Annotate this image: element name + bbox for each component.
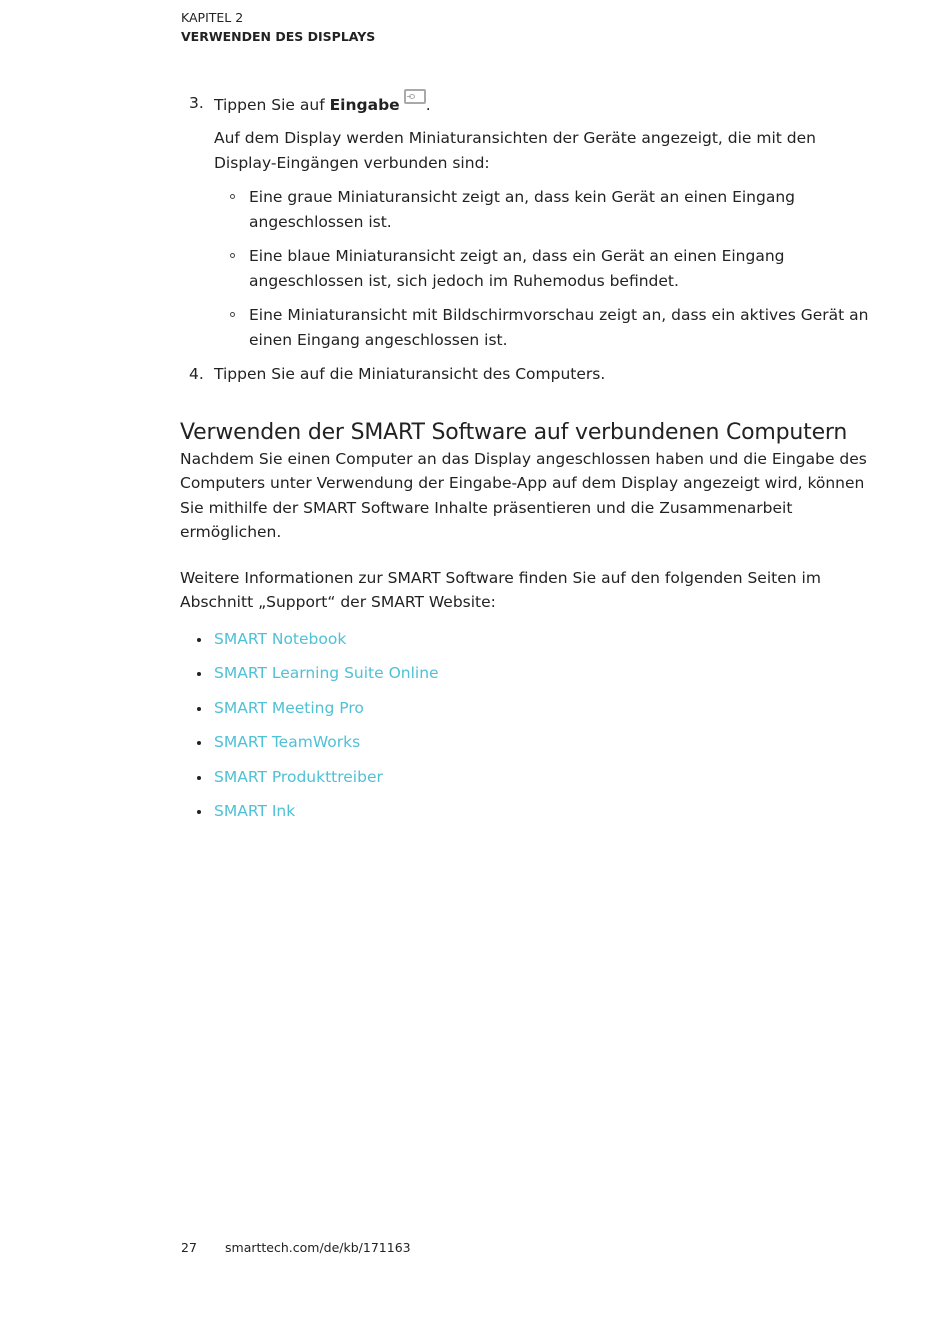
thumbnail-states-list bbox=[214, 185, 870, 352]
page-number: 27 bbox=[181, 1240, 197, 1255]
step-3-instruction: Tippen Sie auf Eingabe . bbox=[214, 91, 870, 119]
link-smart-ink[interactable]: SMART Ink bbox=[214, 802, 296, 820]
main-content bbox=[180, 91, 870, 834]
circle-bullet-icon bbox=[230, 253, 235, 258]
bullet-icon bbox=[197, 672, 201, 676]
list-item bbox=[180, 696, 870, 731]
input-icon bbox=[404, 89, 426, 104]
step-4-instruction: Tippen Sie auf die Miniaturansicht des Computers. bbox=[214, 365, 606, 383]
circle-bullet-icon bbox=[230, 194, 235, 199]
link-smart-meeting-pro[interactable]: SMART Meeting Pro bbox=[214, 698, 364, 717]
step-number: 4. bbox=[189, 365, 204, 383]
list-item bbox=[180, 730, 870, 765]
section-heading: Verwenden der SMART Software auf verbundenen Computern bbox=[180, 419, 848, 445]
list-item bbox=[180, 765, 870, 800]
list-item: Eine graue Miniaturansicht zeigt an, dass kein Gerät an einen Eingang angeschlossen ist. bbox=[214, 185, 870, 234]
list-item: Eine blaue Miniaturansicht zeigt an, dass ein Gerät an einen Eingang angeschlossen ist, sich jedoch im Ruhemodus befindet. bbox=[214, 244, 870, 293]
circle-bullet-icon bbox=[230, 312, 235, 317]
step-4 bbox=[180, 362, 870, 387]
section-paragraph-1: Nachdem Sie einen Computer an das Display angeschlossen haben und die Eingabe des Computers unter Verwendung der Eingabe-App auf dem Display angezeigt wird, können Sie mithilfe der SMART Software Inhalte präsentieren und die Zusammenarbeit ermöglichen. bbox=[180, 449, 867, 541]
chapter-title: VERWENDEN DES DISPLAYS bbox=[181, 29, 376, 44]
list-item: Eine Miniaturansicht mit Bildschirmvorschau zeigt an, dass ein aktives Gerät an einen Eingang angeschlossen ist. bbox=[214, 303, 870, 352]
page-header bbox=[181, 8, 375, 46]
link-smart-notebook[interactable]: SMART Notebook bbox=[214, 629, 347, 648]
link-smart-produkttreiber[interactable]: SMART Produkttreiber bbox=[214, 767, 383, 786]
list-item bbox=[180, 627, 870, 662]
list-item bbox=[180, 661, 870, 696]
link-smart-learning-suite-online[interactable]: SMART Learning Suite Online bbox=[214, 664, 439, 682]
section-paragraph-2: Weitere Informationen zur SMART Software finden Sie auf den folgenden Seiten im Abschnitt „Support“ der SMART Website: bbox=[180, 568, 821, 611]
bullet-icon bbox=[197, 810, 201, 814]
footer-url[interactable]: smarttech.com/de/kb/171163 bbox=[225, 1240, 411, 1255]
step-3 bbox=[180, 91, 870, 352]
bullet-icon bbox=[197, 776, 201, 780]
software-links-list bbox=[180, 627, 870, 834]
page-footer bbox=[181, 1238, 411, 1257]
bullet-icon bbox=[197, 638, 201, 642]
bullet-icon bbox=[197, 707, 201, 711]
bullet-icon bbox=[197, 741, 201, 745]
step-3-description: Auf dem Display werden Miniaturansichten der Geräte angezeigt, die mit den Display-Eingängen verbunden sind: bbox=[214, 129, 817, 172]
chapter-label: KAPITEL 2 bbox=[181, 10, 244, 25]
input-label: Eingabe bbox=[329, 96, 400, 114]
list-item bbox=[180, 799, 870, 834]
link-smart-teamworks[interactable]: SMART TeamWorks bbox=[214, 733, 361, 751]
step-number: 3. bbox=[189, 94, 204, 112]
